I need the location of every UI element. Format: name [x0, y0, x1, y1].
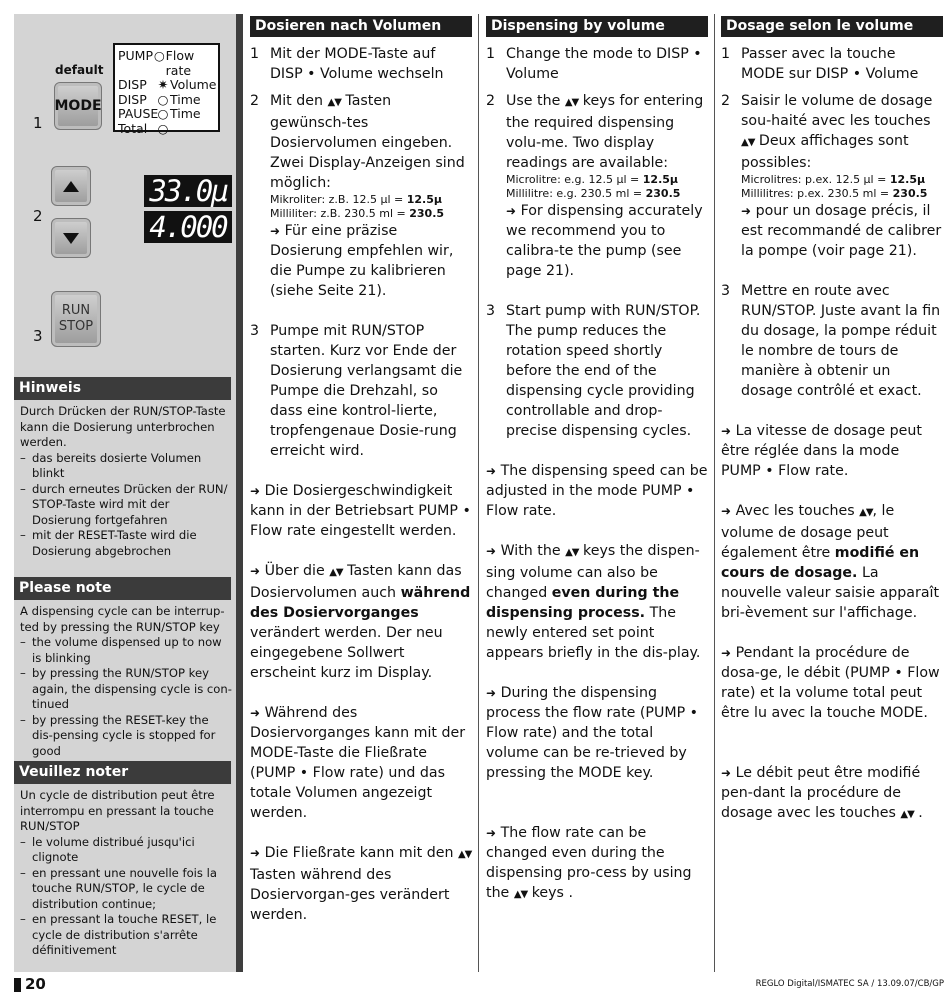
arrow-icon: ➜ [250, 484, 261, 498]
menu-row [118, 122, 218, 137]
menu-value: Time [170, 91, 201, 107]
mode-button[interactable]: MODE [54, 82, 102, 130]
note-body-en [20, 604, 232, 759]
note-title-de: Hinweis [14, 377, 231, 400]
column-english [486, 16, 708, 905]
paragraph: ➜ Avec les touches ▲▼, le volume de dosage peut également être modifié en cours de dosage. La nouvelle valeur saisie apparaît bri-èvement sur l'affichage. [721, 503, 940, 621]
paragraph: ➜ Die Fließrate kann mit den ▲▼ Tasten während des Dosiervorgan-ges verändert werden. [250, 845, 472, 923]
note-title-fr: Veuillez noter [14, 761, 231, 784]
lcd-display-millilitre: 4.000 [144, 211, 232, 243]
arrow-icon: ➜ [486, 826, 497, 840]
footer-info: REGLO Digital/ISMATEC SA / 13.09.07/CB/GP [755, 979, 944, 989]
menu-value: Time [170, 106, 201, 121]
paragraph: ➜ Le débit peut être modifié pen-dant la procédure de dosage avec les touches ▲▼ . [721, 765, 923, 821]
default-label: default [55, 63, 104, 77]
menu-row [118, 107, 218, 122]
note-item: – das bereits dosierte Volumen blinkt [20, 450, 202, 480]
paragraph: ➜ Während des Dosiervorganges kann mit der MODE-Taste die Fließrate (PUMP • Flow rate) und das totale Volumen angezeigt werden. [250, 705, 466, 821]
step-3: 3 Pumpe mit RUN/STOP starten. Kurz vor Ende der Dosierung verlangsamt die Pumpe die Drehzahl, so dass eine kontrol-lierte, tropfengenaue Dosie-rung erreicht wird. [250, 323, 463, 459]
step-2: 2 Saisir le volume de dosage sou-haité avec les touches ▲▼ Deux affichages sont possibles: Microlitres: p.ex. 12.5 µl = 12.5µ Millilitres: p.ex. 230.5 ml = 230.5 ➜ pour un dosage précis, il est recommandé de calibrer la pompe (voir page 21). [721, 93, 942, 259]
paragraph: ➜ The flow rate can be changed even during the dispensing pro-cess by using the ▲▼ keys . [486, 825, 692, 901]
note-item: – mit der RESET-Taste wird die Dosierung abgebrochen [20, 528, 197, 558]
paragraph: ➜ With the ▲▼ keys the dispen-sing volume can also be changed even during the dispensing process. The newly entered set point appears briefly in the dis-play. [486, 543, 701, 661]
menu-indicator-icon: ○ [157, 120, 169, 136]
paragraph: ➜ La vitesse de dosage peut être réglée dans la mode PUMP • Flow rate. [721, 423, 922, 479]
note-item: – durch erneutes Drücken der RUN/ STOP-Taste wird mit der Dosierung fortgefahren [20, 481, 228, 527]
arrow-icon: ➜ [721, 766, 732, 780]
lcd-display-microlitre: 33.0μ [144, 175, 232, 207]
arrow-icon: ➜ [270, 224, 281, 238]
menu-row [118, 93, 218, 108]
down-arrow-button[interactable] [51, 218, 91, 258]
step-3: 3 Start pump with RUN/STOP. The pump reduces the rotation speed shortly before the end of the dispensing cycle providing controllable and drop-precise dispensing cycles. [486, 303, 701, 439]
step-1: 1 Mit der MODE-Taste auf DISP • Volume wechseln [250, 46, 444, 82]
down-arrow-icon [63, 233, 79, 244]
step-2: 2 Use the ▲▼ keys for entering the required dispensing volu-me. Two display readings are available: Microlitre: e.g. 12.5 µl = 12.5µ Millilitre: e.g. 230.5 ml = 230.5 ➜ For dispensing accurately we recommend you to calibra-te the pump (see page 21). [486, 93, 704, 279]
step-number: 2 [33, 207, 43, 225]
arrow-icon: ➜ [506, 204, 517, 218]
note-body-de [20, 404, 232, 559]
note-intro: Un cycle de distribution peut être interrompu en pressant la touche RUN/STOP [20, 788, 215, 833]
column-title: Dosieren nach Volumen [250, 16, 472, 37]
note-intro: A dispensing cycle can be interrup-ted by pressing the RUN/STOP key [20, 604, 225, 634]
paragraph: ➜ Pendant la procédure de dosa-ge, le débit (PUMP • Flow rate) et la volume total peut être lu avec la touche MODE. [721, 645, 940, 721]
menu-indicator-icon: ○ [157, 91, 169, 107]
arrow-icon: ➜ [486, 686, 497, 700]
step-3: 3 Mettre en route avec RUN/STOP. Juste avant la fin du dosage, la pompe réduit le nombre de tours de manière à obtenir un dosage contrôlé et exact. [721, 283, 941, 399]
arrow-icon: ➜ [250, 706, 261, 720]
menu-value: Volume [170, 77, 217, 92]
column-german [250, 16, 472, 925]
arrow-icon: ➜ [250, 846, 261, 860]
note-body-fr [20, 788, 232, 959]
menu-indicator-icon: ○ [157, 106, 169, 121]
menu-row [118, 49, 218, 78]
note-item: – en pressant une nouvelle fois la touche RUN/STOP, le cycle de distribution continue; [20, 865, 217, 911]
menu-key: Total [118, 120, 148, 136]
note-item: – by pressing the RESET-key the dis-pensing cycle is stopped for good [20, 712, 216, 758]
stop-label: STOP [58, 319, 94, 334]
step-number: 3 [33, 327, 43, 345]
menu-key: PAUSE [118, 106, 159, 121]
menu-key: DISP [118, 77, 147, 92]
arrow-icon: ➜ [721, 646, 732, 660]
menu-row [118, 78, 218, 93]
run-stop-button[interactable] [51, 291, 101, 347]
column-divider [478, 14, 479, 972]
column-title: Dispensing by volume [486, 16, 708, 37]
step-2: 2 Mit den ▲▼ Tasten gewünsch-tes Dosiervolumen eingeben. Zwei Display-Anzeigen sind möglich: Mikroliter: z.B. 12.5 µl = 12.5µ Milliliter: z.B. 230.5 ml = 230.5 ➜ Für eine präzise Dosierung empfehlen wir, die Pumpe zu kalibrieren (siehe Seite 21). [250, 93, 465, 299]
note-intro: Durch Drücken der RUN/STOP-Taste kann die Dosierung unterbrochen werden. [20, 404, 226, 449]
column-divider [714, 14, 715, 972]
page-number: 20 [25, 975, 46, 993]
arrow-icon: ➜ [721, 504, 732, 518]
arrow-icon: ➜ [741, 204, 752, 218]
paragraph: ➜ The dispensing speed can be adjusted in the mode PUMP • Flow rate. [486, 463, 708, 519]
menu-indicator-icon: ○ [153, 48, 165, 63]
step-number: 1 [33, 114, 43, 132]
run-label: RUN [61, 303, 91, 318]
note-item: – en pressant la touche RESET, le cycle de distribution s'arrête définitivement [20, 912, 217, 957]
mode-menu-display [113, 43, 220, 136]
menu-key: PUMP [118, 48, 154, 63]
step-1: 1 Passer avec la touche MODE sur DISP • Volume [721, 46, 919, 82]
sidebar-divider [236, 14, 243, 972]
arrow-icon: ➜ [486, 544, 497, 558]
paragraph: ➜ Über die ▲▼ Tasten kann das Dosiervolumen auch während des Dosiervorganges verändert werden. Der neu eingegebene Sollwert erscheint kurz im Display. [250, 563, 471, 681]
note-item: – le volume distribué jusqu'ici clignote [20, 834, 195, 864]
arrow-icon: ➜ [721, 424, 732, 438]
column-french [721, 16, 943, 825]
menu-key: DISP [118, 91, 147, 107]
page-marker [14, 978, 21, 992]
paragraph: ➜ During the dispensing process the flow rate (PUMP • Flow rate) and the total volume can be re-trieved by pressing the MODE key. [486, 685, 699, 781]
menu-indicator-icon: ✷ [157, 77, 169, 92]
note-title-en: Please note [14, 577, 231, 600]
note-item: – the volume dispensed up to now is blinking [20, 635, 222, 665]
up-arrow-button[interactable] [51, 166, 91, 206]
step-1: 1 Change the mode to DISP • Volume [486, 46, 702, 82]
column-title: Dosage selon le volume [721, 16, 943, 37]
arrow-icon: ➜ [486, 464, 497, 478]
paragraph: ➜ Die Dosiergeschwindigkeit kann in der Betriebsart PUMP • Flow rate eingestellt werden. [250, 483, 471, 539]
arrow-icon: ➜ [250, 564, 261, 578]
up-arrow-icon [63, 181, 79, 192]
menu-value: Flow rate [165, 48, 195, 78]
note-item: – by pressing the RUN/STOP key again, the dispensing cycle is con-tinued [20, 666, 232, 711]
